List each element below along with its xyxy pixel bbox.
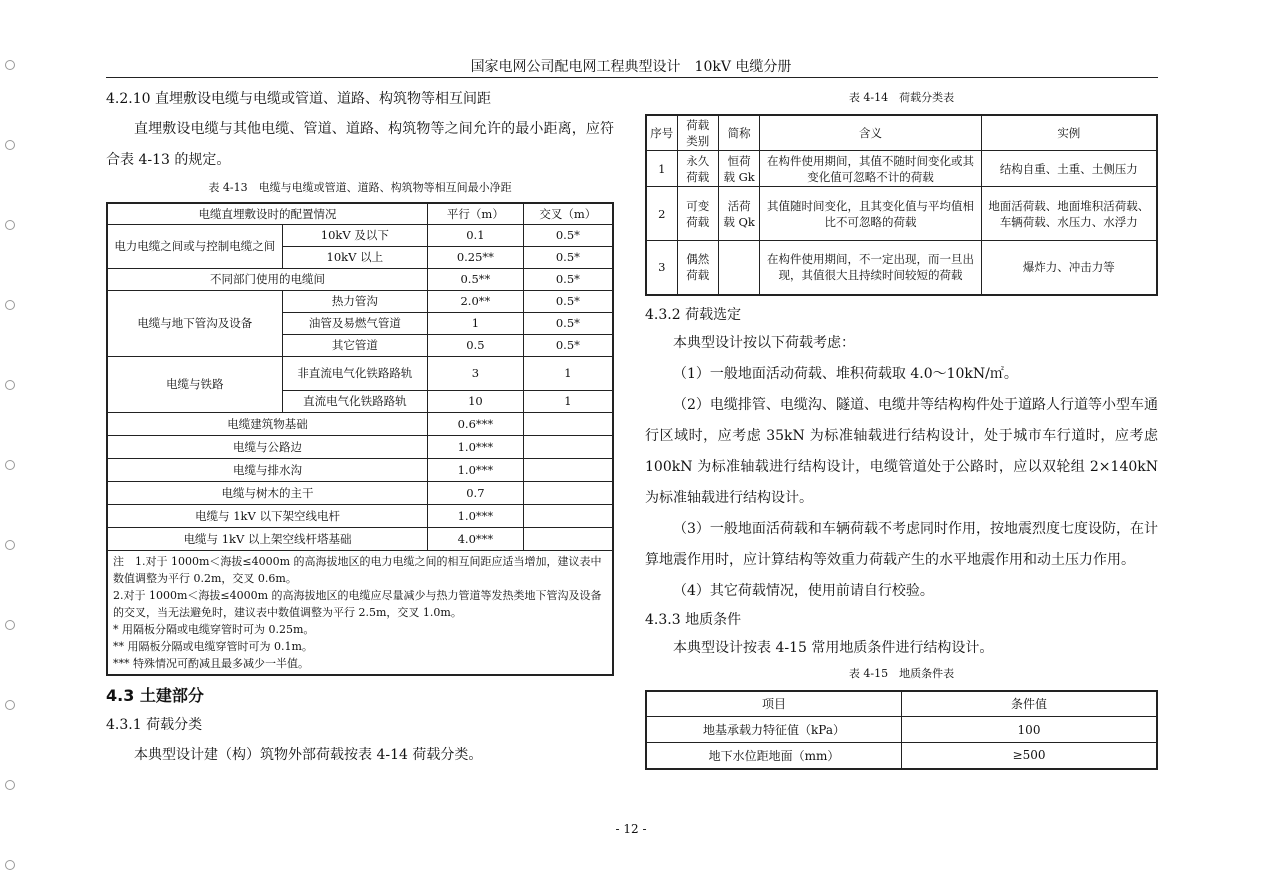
paragraph-load-3: （3）一般地面活荷载和车辆荷载不考虑同时作用，按地震烈度七度设防，在计算地震作用时，应计算结构等效重力荷载产生的水平地震作用和动土压力作用。 [645,520,1158,568]
table-cell: 0.5* [523,224,613,246]
table-cell: 其值随时间变化，且其变化值与平均值相比不可忽略的荷载 [760,187,981,241]
table-cell: 非直流电气化铁路路轨 [282,356,427,390]
table-row [646,151,1157,187]
table-notes [107,550,613,675]
table-cell: 地下水位距地面（mm） [646,743,902,769]
table-cell: 0.5* [523,290,613,312]
table-cell: 偶然荷载 [677,241,718,295]
running-header: 国家电网公司配电网工程典型设计 10kV 电缆分册 [470,59,792,75]
header-cell: 电缆直埋敷设时的配置情况 [107,203,428,224]
table-cell: 永久荷载 [677,151,718,187]
table-row [107,224,613,246]
table-cell: 油管及易燃气管道 [282,312,427,334]
table-cell: 10kV 以上 [282,246,427,268]
table-cell: 0.7 [428,481,524,504]
table-cell: 恒荷载 Gk [718,151,759,187]
header-cell: 含义 [760,115,981,151]
group-cell: 电缆与铁路 [107,356,282,412]
header-cell: 简称 [718,115,759,151]
table-cell: 可变荷载 [677,187,718,241]
table-row [107,458,613,481]
table-cell: 10 [428,390,524,412]
table-cell: 电缆与 1kV 以下架空线电杆 [107,504,428,527]
page-number: - 12 - [615,822,647,836]
table-cell: 地基承载力特征值（kPa） [646,717,902,743]
table-cell: 1 [523,390,613,412]
heading-4-3-1: 4.3.1 荷载分类 [106,716,203,733]
table-cell: 4.0*** [428,527,524,550]
table-cell: 地面活荷载、地面堆积活荷载、车辆荷载、水压力、水浮力 [981,187,1157,241]
heading-4-2-10: 4.2.10 直埋敷设电缆与电缆或管道、道路、构筑物等相互间距 [106,91,491,107]
note-3: * 用隔板分隔或电缆穿管时可为 0.25m。 [113,622,315,636]
table-row [107,527,613,550]
header-cell: 项目 [646,691,902,717]
table-cell: 2.0** [428,290,524,312]
paragraph-load-class: 本典型设计建（构）筑物外部荷载按表 4-14 荷载分类。 [134,746,483,763]
heading-4-3-3: 4.3.3 地质条件 [645,611,742,628]
group-cell: 电力电缆之间或与控制电缆之间 [107,224,282,268]
left-column [106,84,614,771]
paragraph-load-4: （4）其它荷载情况，使用前请自行校验。 [673,582,934,599]
table-row [107,290,613,312]
table-cell: 电缆与公路边 [107,435,428,458]
table-cell: 1.0*** [428,435,524,458]
table-row [646,743,1157,769]
right-column [645,84,1158,770]
paragraph-distance: 直埋敷设电缆与其他电缆、管道、道路、构筑物等之间允许的最小距离，应符合表 4-13 的规定。 [106,121,614,168]
table-4-15-caption: 表 4-15 地质条件表 [848,666,955,680]
table-cell [523,481,613,504]
table-row [107,412,613,435]
table-cell: 0.5* [523,268,613,290]
table-cell: 电缆建筑物基础 [107,412,428,435]
paragraph-load-intro: 本典型设计按以下荷载考虑： [673,334,855,351]
table-cell: 2 [646,187,677,241]
note-1: 注 1.对于 1000m＜海拔≤4000m 的高海拔地区的电力电缆之间的相互间距应适当增加，建议表中数值调整为平行 0.2m，交叉 0.6m。 [113,554,602,585]
table-header-row [646,691,1157,717]
table-cell: 0.5** [428,268,524,290]
table-cell: 1 [646,151,677,187]
table-4-14 [645,114,1158,296]
paragraph-load-1: （1）一般地面活动荷载、堆积荷载取 4.0～10kN/㎡。 [673,365,1018,382]
paragraph-geology: 本典型设计按表 4-15 常用地质条件进行结构设计。 [673,639,994,656]
header-rule [106,77,1158,78]
table-cell [523,435,613,458]
table-cell: 0.5 [428,334,524,356]
group-cell: 电缆与地下管沟及设备 [107,290,282,356]
table-cell: 直流电气化铁路路轨 [282,390,427,412]
table-cell: 电缆与树木的主干 [107,481,428,504]
table-header-row [646,115,1157,151]
header-cell: 交叉（m） [523,203,613,224]
table-cell: 电缆与排水沟 [107,458,428,481]
header-cell: 序号 [646,115,677,151]
table-row [646,187,1157,241]
table-cell: 1.0*** [428,504,524,527]
table-cell [523,412,613,435]
table-notes-row [107,550,613,675]
heading-4-3: 4.3 土建部分 [106,685,204,705]
table-cell: 3 [646,241,677,295]
header-cell: 平行（m） [428,203,524,224]
table-cell: 热力管沟 [282,290,427,312]
table-cell: 在构件使用期间，其值不随时间变化或其变化值可忽略不计的荷载 [760,151,981,187]
binding-holes [0,0,18,892]
table-cell: 爆炸力、冲击力等 [981,241,1157,295]
table-cell: 1.0*** [428,458,524,481]
table-row [107,481,613,504]
table-cell: ≥500 [902,743,1158,769]
table-cell: 0.5* [523,334,613,356]
table-cell: 活荷载 Qk [718,187,759,241]
table-cell: 3 [428,356,524,390]
heading-4-3-2: 4.3.2 荷载选定 [645,306,742,323]
paragraph-load-2: （2）电缆排管、电缆沟、隧道、电缆井等结构构件处于道路人行道等小型车通行区域时，应考虑 35kN 为标准轴载进行结构设计，处于城市车行道时，应考虑 100kN 为标准轴载进行结构设计，电缆管道处于公路时，应以双轮组 2×140kN 为标准轴载进行结构设计。 [645,396,1158,506]
note-4: ** 用隔板分隔或电缆穿管时可为 0.1m。 [113,639,313,653]
table-cell: 1 [428,312,524,334]
table-cell: 0.1 [428,224,524,246]
table-cell: 100 [902,717,1158,743]
table-4-15 [645,690,1158,770]
table-row [107,268,613,290]
table-cell: 电缆与 1kV 以上架空线杆塔基础 [107,527,428,550]
header-cell: 条件值 [902,691,1158,717]
table-cell: 0.5* [523,246,613,268]
table-4-13 [106,202,614,676]
header-cell: 实例 [981,115,1157,151]
table-4-14-caption: 表 4-14 荷载分类表 [848,91,955,104]
note-5: *** 特殊情况可酌减且最多减少一半值。 [113,656,309,670]
table-cell [523,458,613,481]
table-cell: 在构件使用期间，不一定出现，而一旦出现，其值很大且持续时间较短的荷载 [760,241,981,295]
table-cell [523,527,613,550]
table-cell: 0.5* [523,312,613,334]
table-cell [523,504,613,527]
table-cell: 0.25** [428,246,524,268]
table-row [646,717,1157,743]
table-cell: 结构自重、土重、土侧压力 [981,151,1157,187]
table-cell: 1 [523,356,613,390]
table-cell: 10kV 及以下 [282,224,427,246]
table-row [107,435,613,458]
table-row [107,356,613,390]
table-4-13-caption: 表 4-13 电缆与电缆或管道、道路、构筑物等相互间最小净距 [208,181,512,194]
table-header-row [107,203,613,224]
table-cell: 0.6*** [428,412,524,435]
header-cell: 荷载类别 [677,115,718,151]
table-cell: 不同部门使用的电缆间 [107,268,428,290]
note-2: 2.对于 1000m＜海拔≤4000m 的高海拔地区的电缆应尽量减少与热力管道等发热类地下管沟及设备的交叉，当无法避免时，建议表中数值调整为平行 2.5m，交叉 1.0m。 [113,588,602,619]
table-row [107,504,613,527]
table-cell [718,241,759,295]
table-row [646,241,1157,295]
table-cell: 其它管道 [282,334,427,356]
